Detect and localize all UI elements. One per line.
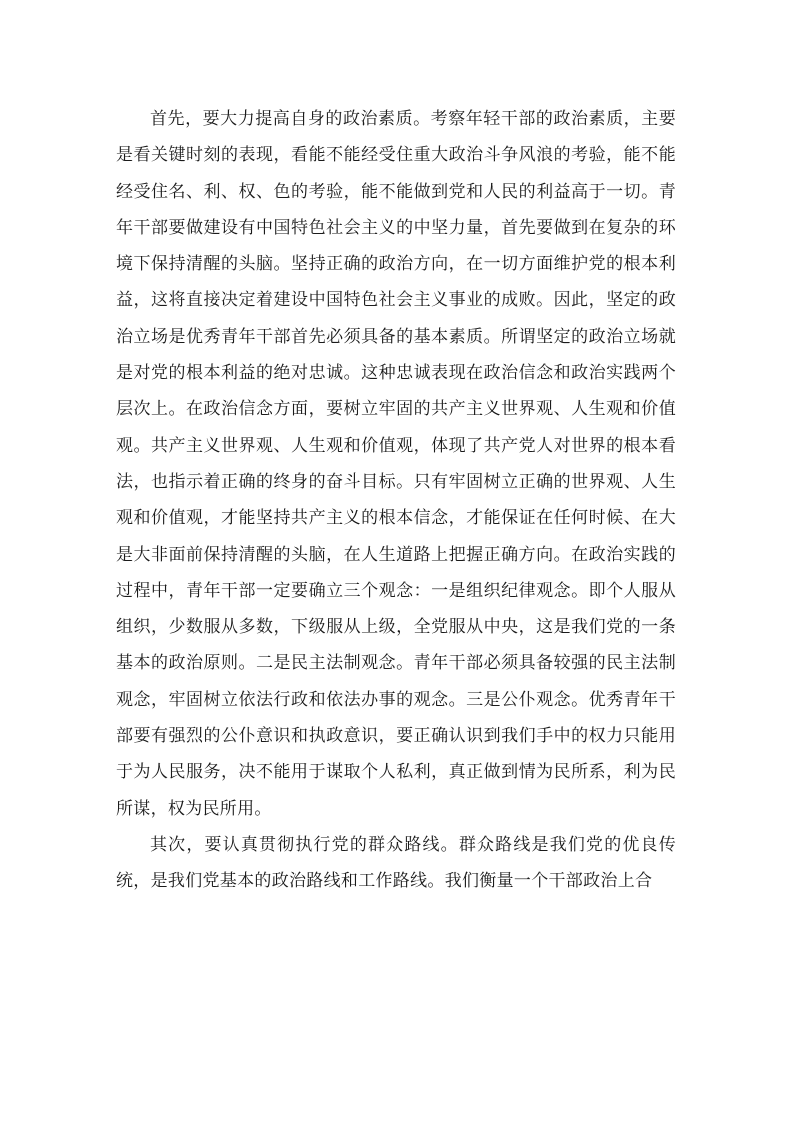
paragraph-mass-line: 其次，要认真贯彻执行党的群众路线。群众路线是我们党的优良传统，是我们党基本的政治路线和工作路线。我们衡量一个干部政治上合 xyxy=(116,834,676,892)
paragraph-political-quality: 首先，要大力提高自身的政治素质。考察年轻干部的政治素质，主要是看关键时刻的表现，看能不能经受住重大政治斗争风浪的考验，能不能经受住名、利、权、色的考验，能不能做到党和人民的利益高于一切。青年干部要做建设有中国特色社会主义的中坚力量，首先要做到在复杂的环境下保持清醒的头脑。坚持正确的政治方向，在一切方面维护党的根本利益，这将直接决定着建设中国特色社会主义事业的成败。因此，坚定的政治立场是优秀青年干部首先必须具备的基本素质。所谓坚定的政治立场就是对党的根本利益的绝对忠诚。这种忠诚表现在政治信念和政治实践两个层次上。在政治信念方面，要树立牢固的共产主义世界观、人生观和价值观。共产主义世界观、人生观和价值观，体现了共产党人对世界的根本看法，也指示着正确的终身的奋斗目标。只有牢固树立正确的世界观、人生观和价值观，才能坚持共产主义的根本信念，才能保证在任何时候、在大是大非面前保持清醒的头脑，在人生道路上把握正确方向。在政治实践的过程中，青年干部一定要确立三个观念：一是组织纪律观念。即个人服从组织，少数服从多数，下级服从上级，全党服从中央，这是我们党的一条基本的政治原则。二是民主法制观念。青年干部必须具备较强的民主法制观念，牢固树立依法行政和依法办事的观念。三是公仆观念。优秀青年干部要有强烈的公仆意识和执政意识，要正确认识到我们手中的权力只能用于为人民服务，决不能用于谋取个人私利，真正做到情为民所系，利为民所谋，权为民所用。 xyxy=(116,109,676,819)
document-page xyxy=(116,101,676,900)
